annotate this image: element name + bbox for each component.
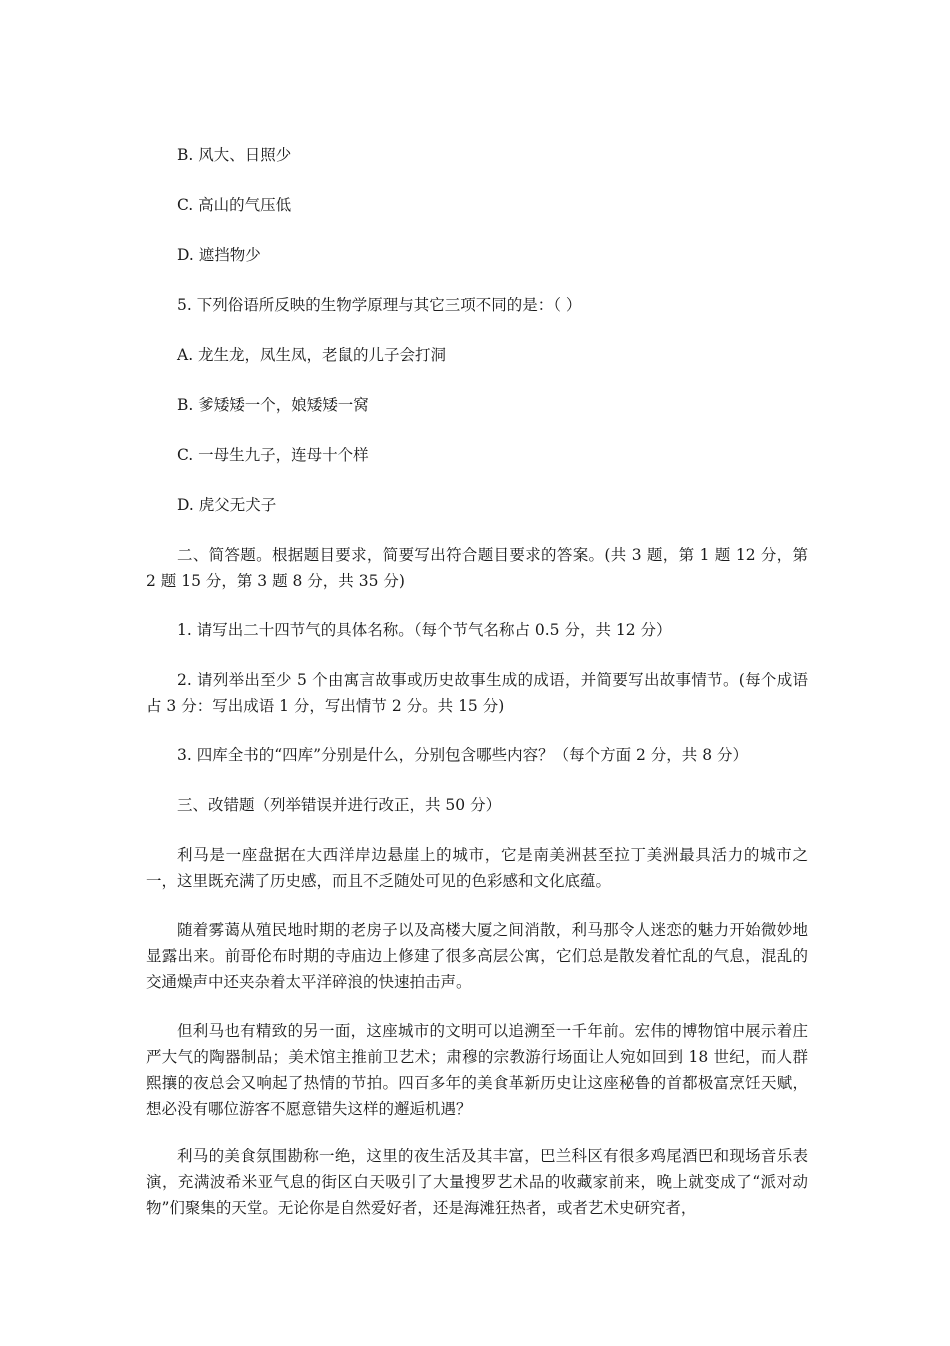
section3-paragraph-3: 但利马也有精致的另一面，这座城市的文明可以追溯至一千年前。宏伟的博物馆中展示着庄严大气的陶器制品；美术馆主推前卫艺术；肃穆的宗教游行场面让人宛如回到 18 世纪，而人群熙攘的夜总会又响起了热情的节拍。四百多年的美食革新历史让这座秘鲁的首都极富烹饪天赋，想必没有哪位游客不愿意错失这样的邂逅机遇？	[146, 1022, 808, 1118]
section3-paragraph-4: 利马的美食氛围勘称一绝，这里的夜生活及其丰富，巴兰科区有很多鸡尾酒巴和现场音乐表演，充满波希米亚气息的街区白天吸引了大量搜罗艺术品的收藏家前来，晚上就变成了“派对动物”们聚集的天堂。无论你是自然爱好者，还是海滩狂热者，或者艺术史研究者，	[146, 1147, 808, 1217]
q5-option-d: D. 虎父无犬子	[177, 496, 277, 514]
section3-paragraph-1: 利马是一座盘据在大西洋岸边悬崖上的城市，它是南美洲甚至拉丁美洲最具活力的城市之一，这里既充满了历史感，而且不乏随处可见的色彩感和文化底蕴。	[146, 846, 808, 890]
section3-heading: 三、改错题（列举错误并进行改正，共 50 分）	[177, 796, 502, 814]
q4-option-c: C. 高山的气压低	[177, 196, 292, 214]
q5-option-a: A. 龙生龙，凤生凤，老鼠的儿子会打洞	[177, 346, 447, 364]
q5-option-c: C. 一母生九子，连母十个样	[177, 446, 369, 464]
section2-heading: 二、简答题。根据题目要求，简要写出符合题目要求的答案。(共 3 题，第 1 题 12 分，第 2 题 15 分，第 3 题 8 分，共 35 分)	[146, 546, 808, 590]
section2-item-3: 3. 四库全书的“四库”分别是什么，分别包含哪些内容？（每个方面 2 分，共 8 分）	[177, 746, 748, 764]
section3-paragraph-2: 随着雾蔼从殖民地时期的老房子以及高楼大厦之间消散，利马那令人迷恋的魅力开始微妙地显露出来。前哥伦布时期的寺庙边上修建了很多高层公寓，它们总是散发着忙乱的气息，混乱的交通燥声中还夹杂着太平洋碎浪的快速拍击声。	[146, 921, 808, 991]
section2-item-1: 1. 请写出二十四节气的具体名称。（每个节气名称占 0.5 分，共 12 分）	[177, 621, 672, 639]
q5-option-b: B. 爹矮矮一个，娘矮矮一窝	[177, 396, 369, 414]
q5-stem: 5. 下列俗语所反映的生物学原理与其它三项不同的是：（ ）	[177, 296, 582, 314]
q4-option-b: B. 风大、日照少	[177, 146, 292, 164]
section2-item-2: 2. 请列举出至少 5 个由寓言故事或历史故事生成的成语，并简要写出故事情节。(每个成语占 3 分：写出成语 1 分，写出情节 2 分。共 15 分)	[146, 671, 808, 715]
q4-option-d: D. 遮挡物少	[177, 246, 261, 264]
